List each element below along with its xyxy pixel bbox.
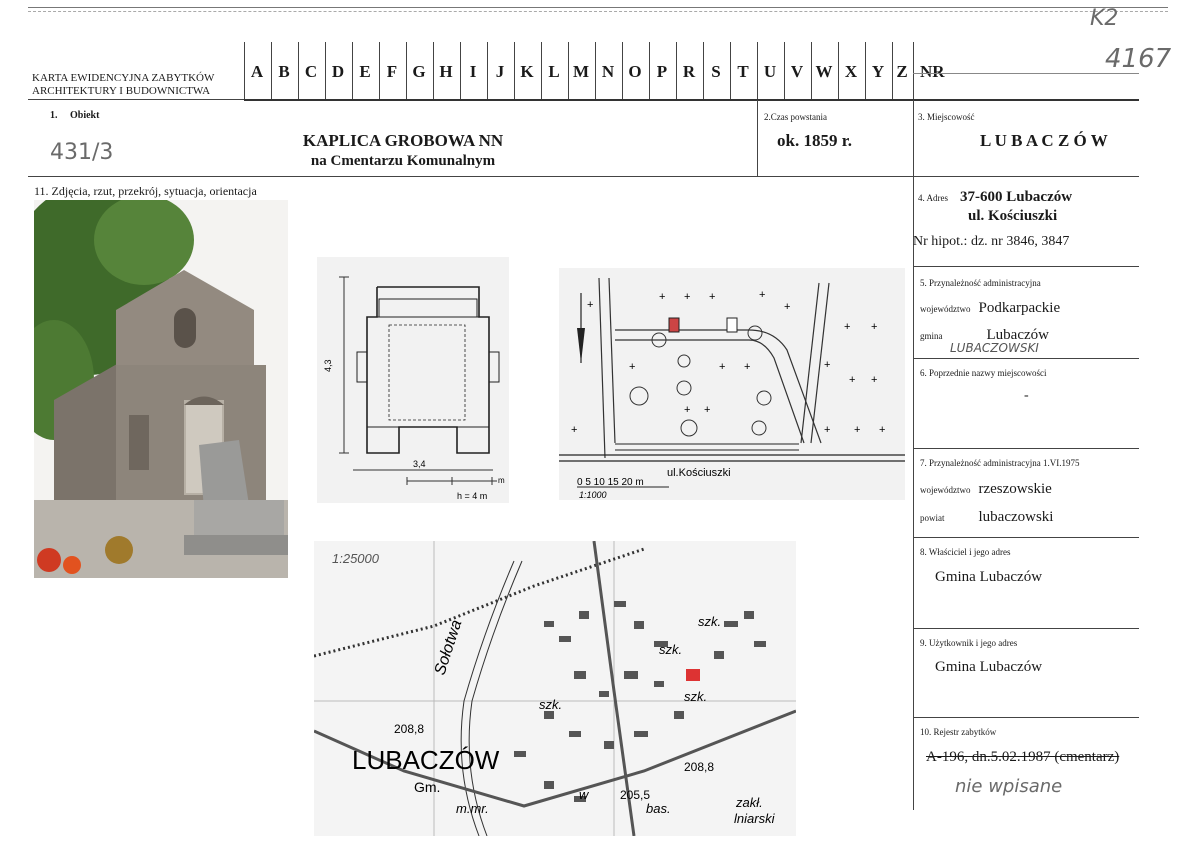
topo-scale: 1:25000 [332,551,379,566]
letter-y: Y [871,62,885,81]
site-map-drawing [559,268,905,500]
hand-register-note: nie wpisane [955,776,1063,797]
svg-text:+: + [844,321,851,333]
topo-elev-2: 208,8 [684,760,715,774]
site-map [559,268,905,500]
svg-text:+: + [684,404,691,416]
svg-text:+: + [871,374,878,386]
svg-text:+: + [659,291,666,303]
letter-d: D [331,62,345,81]
topo-gm: Gm. [414,779,441,795]
floor-plan [317,257,509,503]
topo-bas: bas. [646,801,671,816]
prev-names-label: 6. Poprzednie nazwy miejscowości [920,368,1047,378]
svg-text:+: + [571,424,578,436]
letter-v: V [790,62,804,81]
address-line-2: ul. Kościuszki [968,208,1058,224]
object-name [268,131,538,171]
admin1975-woj [920,480,1052,498]
plan-dim-height: 4,3 [323,359,333,372]
svg-text:+: + [871,321,878,333]
plan-height-note: h = 4 m [457,491,488,501]
register-label: 10. Rejestr zabytków [920,727,997,737]
svg-text:+: + [704,404,711,416]
svg-text:+: + [784,301,791,313]
register-value: A-196, dn.5.02.1987 (cmentarz) [926,749,1120,765]
letter-c: C [304,62,318,81]
letter-r: R [682,62,696,81]
admin-gmina-value: Lubaczów [986,327,1049,343]
object-label [50,110,99,121]
admin1975-powiat-value: lubaczowski [978,509,1054,525]
hand-number: 4167 [1105,44,1172,74]
topo-town: LUBACZÓW [352,745,500,775]
topo-elev-3: 205,5 [620,788,651,802]
admin-woj-value: Podkarpackie [978,300,1061,316]
hand-k2: K2 [1090,6,1119,31]
topo-elev-1: 208,8 [394,722,425,736]
chapel-photo-image [34,200,288,578]
topo-szk-2: szk. [659,642,683,657]
object-label-number: 1. [50,110,58,121]
site-map-scale-ratio: 1:1000 [579,490,607,500]
letter-x: X [844,62,858,81]
letter-u: U [763,62,777,81]
admin1975-woj-label: województwo [920,485,971,495]
prev-names-value: - [1024,388,1029,403]
chapel-photo [34,200,288,578]
object-label-text: Obiekt [70,110,100,121]
letter-l: L [548,62,560,81]
svg-text:+: + [587,299,594,311]
site-map-street: ul.Kościuszki [667,467,731,479]
letter-h: H [439,62,453,81]
hand-object-code: 431/3 [50,140,114,165]
address-line-1: 37-600 Lubaczów [960,189,1073,205]
site-map-scale-ticks: 0 5 10 15 20 m [577,477,644,488]
time-value: ok. 1859 r. [777,131,852,150]
svg-text:+: + [629,361,636,373]
address-block [918,188,1072,206]
letter-i: I [469,62,477,81]
photos-label: 11. Zdjęcia, rzut, przekrój, sytuacja, orientacja [34,184,257,198]
letter-z: Z [896,62,908,81]
svg-text:+: + [824,359,831,371]
plan-dim-width: 3,4 [413,459,426,469]
letter-j: J [495,62,505,81]
plan-scale-unit: m [498,476,505,485]
admin-label: 5. Przynależność administracyjna [920,278,1041,288]
svg-text:+: + [684,291,691,303]
svg-text:+: + [719,361,726,373]
place-value: L U B A C Z Ó W [980,131,1108,150]
nr-label: NR [920,62,945,81]
user-label: 9. Użytkownik i jego adres [920,638,1018,648]
admin-gmina-label: gmina [920,331,943,341]
admin1975-powiat-label: powiat [920,513,945,523]
floor-plan-drawing [317,257,509,503]
topo-szk-4: szk. [539,697,563,712]
topo-map-drawing [314,541,796,836]
admin-woj-label: województwo [920,304,971,314]
owner-label: 8. Właściciel i jego adres [920,547,1011,557]
place-label: 3. Miejscowość [918,112,975,122]
hand-admin-note: LUBACZOWSKI [950,341,1039,355]
admin1975-label: 7. Przynależność administracyjna 1.VI.1975 [920,458,1080,468]
svg-text:+: + [744,361,751,373]
letter-n: N [601,62,615,81]
time-label: 2.Czas powstania [764,112,827,122]
owner-value: Gmina Lubaczów [935,569,1043,585]
letter-e: E [359,62,371,81]
letter-f: F [386,62,398,81]
letter-t: T [737,62,749,81]
letter-m: M [572,62,590,81]
address-hipot: Nr hipot.: dz. nr 3846, 3847 [913,234,1070,249]
topo-mmr: m.mr. [456,801,489,816]
svg-text:+: + [854,424,861,436]
topo-map [314,541,796,836]
object-name-line-2: na Cmentarzu Komunalnym [310,153,496,169]
svg-text:+: + [759,289,766,301]
admin1975-woj-value: rzeszowskie [978,481,1052,497]
address-label: 4. Adres [918,193,948,203]
topo-szk-3: szk. [684,689,708,704]
topo-szk-1: szk. [698,614,722,629]
letter-p: P [656,62,668,81]
object-name-line-1: KAPLICA GROBOWA NN [302,131,504,150]
letter-g: G [412,62,426,81]
letter-a: A [250,62,264,81]
svg-text:+: + [879,424,886,436]
letter-k: K [520,62,534,81]
letter-w: W [815,62,833,81]
admin1975-powiat [920,508,1053,526]
letter-o: O [628,62,642,81]
svg-text:+: + [709,291,716,303]
topo-zakl-1: zakł. [736,795,763,810]
svg-text:+: + [849,374,856,386]
card-title-line-1: KARTA EWIDENCYJNA ZABYTKÓW [32,72,215,84]
card-title [32,72,214,98]
topo-zakl-2: lniarski [734,811,775,826]
admin-woj [920,299,1060,317]
card-title-line-2: ARCHITEKTURY I BUDOWNICTWA [32,85,211,97]
user-value: Gmina Lubaczów [935,659,1043,675]
topo-river: Sołotwa [431,617,466,678]
svg-text:+: + [824,424,831,436]
letter-s: S [711,62,721,81]
topo-w: w [579,787,589,802]
letter-b: B [278,62,290,81]
